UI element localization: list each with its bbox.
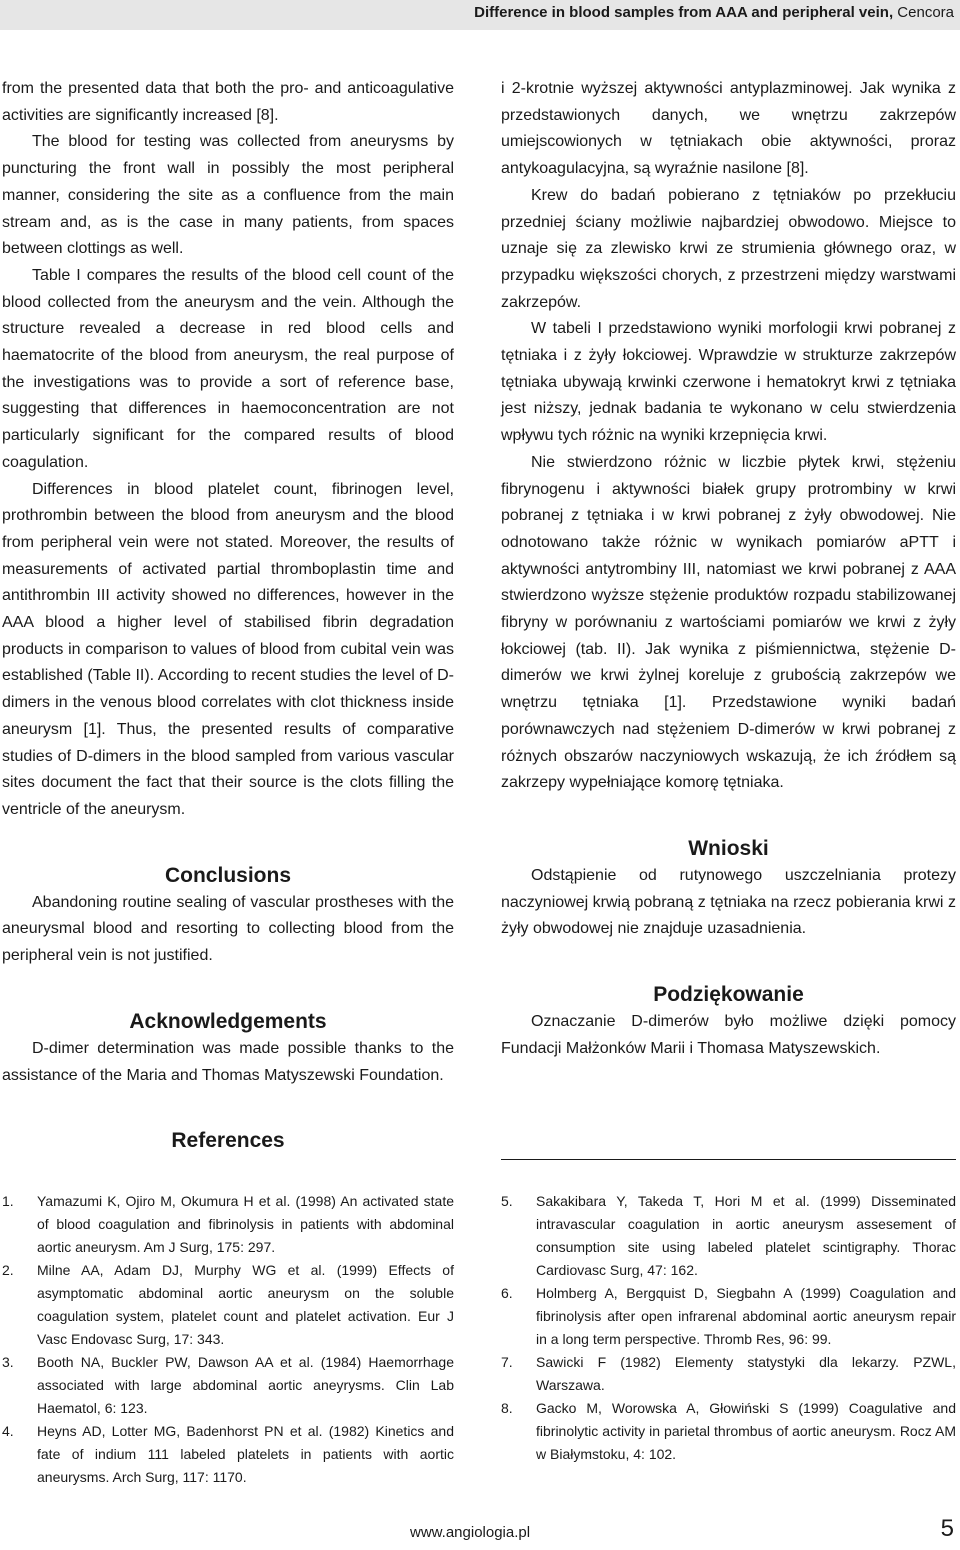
acknowledgements-text: D-dimer determination was made possible thanks to the assistance of the Maria and Thomas Matyszewski Foundation. xyxy=(2,1039,454,1084)
wnioski-heading: Wnioski xyxy=(688,836,769,860)
reference-number: 4. xyxy=(2,1423,14,1439)
reference-item xyxy=(2,1190,454,1259)
en-paragraph-4: Differences in blood platelet count, fibrinogen level, prothrombin between the blood from aneurysm and the blood from peripheral vein were not stated. Moreover, the results of measurements of activated partial thromboplastin time and antithrombin III activity showed no differences, however in the AAA blood a higher level of stabilised fibrin degradation products in comparison to values of blood from cubital vein was established (Table II). According to recent studies the level of D-dimers in the venous blood correlates with clot thickness inside aneurysm [1]. Thus, the presented results of comparative studies of D-dimers in the blood sampled from various vascular sites document the fact that their source is the clots filling the ventricle of the aneurysm. xyxy=(2,480,454,818)
running-header-text xyxy=(474,4,954,21)
en-paragraph-1: from the presented data that both the pro- and anticoagulative activities are significantly increased [8]. xyxy=(2,80,454,124)
reference-number: 5. xyxy=(501,1193,513,1209)
reference-text: Milne AA, Adam DJ, Murphy WG et al. (1999) Effects of asymptomatic abdominal aortic aneurysm on the soluble coagulation system, platelet count and platelet activation. Eur J Vasc Endovasc Surg, 17: 343. xyxy=(37,1262,454,1347)
reference-item xyxy=(501,1282,956,1351)
reference-text: Sawicki F (1982) Elementy statystyki dla lekarzy. PZWL, Warszawa. xyxy=(536,1354,956,1393)
references-divider xyxy=(501,1159,956,1160)
reference-text: Sakakibara Y, Takeda T, Hori M et al. (1999) Disseminated intravascular coagulation in aortic aneurysm assesement of consumption site using labeled platelet scintigraphy. Thorac Cardiovasc Surg, 47: 162. xyxy=(536,1193,956,1278)
reference-item xyxy=(2,1259,454,1351)
acknowledgements-heading: Acknowledgements xyxy=(129,1009,327,1033)
english-column xyxy=(2,76,454,1155)
wnioski-text: Odstąpienie od rutynowego uszczelniania protezy naczyniowej krwią pobraną z tętniaka na rzecz pobierania krwi z żyły obwodowej nie znajduje uzasadnienia. xyxy=(501,866,956,938)
header-author: Cencora xyxy=(897,4,954,21)
reference-text: Yamazumi K, Ojiro M, Okumura H et al. (1998) An activated state of blood coagulation and fibrinolysis in patients with abdominal aortic aneurysm. Am J Surg, 175: 297. xyxy=(37,1193,454,1255)
journal-url[interactable]: www.angiologia.pl xyxy=(410,1524,531,1541)
running-header xyxy=(0,0,960,30)
references-list-right xyxy=(501,1190,956,1466)
reference-item xyxy=(2,1351,454,1420)
podziekowanie-text: Oznaczanie D-dimerów było możliwe dzięki pomocy Fundacji Małżonków Marii i Thomasa Matyszewskich. xyxy=(501,1013,956,1057)
podziekowanie-heading: Podziękowanie xyxy=(653,983,804,1007)
reference-text: Holmberg A, Bergquist D, Siegbahn A (1999) Coagulation and fibrinolysis after open infrarenal abdominal aortic aneurysm repair in a long term perspective. Thromb Res, 96: 99. xyxy=(536,1285,956,1347)
reference-number: 3. xyxy=(2,1354,14,1370)
reference-text: Heyns AD, Lotter MG, Badenhorst PN et al. (1982) Kinetics and fate of indium 111 labeled platelets in patients with aortic aneurysms. Arch Surg, 117: 1170. xyxy=(37,1423,454,1485)
reference-number: 8. xyxy=(501,1400,513,1416)
conclusions-heading: Conclusions xyxy=(164,863,291,887)
pl-paragraph-2: Krew do badań pobierano z tętniaków po przekłuciu przedniej ściany możliwie najbardziej obwodowo. Miejsce to uznaje się za zlewisko krwi ze strumienia głównego oraz, w przypadku większości chorych, z przestrzeni między warstwami zakrzepów. xyxy=(501,186,956,311)
references-heading: References xyxy=(171,1129,285,1153)
references-list-left xyxy=(2,1190,454,1489)
page-number: 5 xyxy=(940,1515,954,1542)
reference-item xyxy=(501,1397,956,1466)
reference-number: 1. xyxy=(2,1193,14,1209)
reference-item xyxy=(501,1351,956,1397)
pl-paragraph-1: i 2-krotnie wyższej aktywności antyplazminowej. Jak wynika z przedstawionych danych, we wnętrzu zakrzepów umiejscowionych w tętniakach obie aktywności, proraz antykoagulacyjna, są wyraźnie nasilone [8]. xyxy=(501,80,956,178)
conclusions-text: Abandoning routine sealing of vascular prostheses with the aneurysmal blood and resorting to collecting blood from the peripheral vein is not justified. xyxy=(2,893,454,965)
header-title: Difference in blood samples from AAA and peripheral vein, xyxy=(474,4,894,21)
reference-number: 2. xyxy=(2,1262,14,1278)
reference-item xyxy=(501,1190,956,1282)
en-paragraph-2: The blood for testing was collected from aneurysms by puncturing the front wall in possibly the most peripheral manner, considering the site as a confluence from the main stream and, as is the case in many patients, from spaces between clottings as well. xyxy=(2,133,454,258)
pl-paragraph-4: Nie stwierdzono różnic w liczbie płytek krwi, stężeniu fibrynogenu i aktywności białek grupy protrombiny w krwi pobranej z tętniaka i w krwi pobranej z żyły obwodowej. Nie odnotowano także różnic w wynikach pomiarów aPTT i aktywności antytrombiny III, natomiast we krwi pobranej z AAA stwierdzono wyższe stężenie produktów rozpadu stabilizowanej fibryny w porównaniu z wartościami pomiarów we krwi z żyły łokciowej (tab. II). Jak wynika z piśmiennictwa, stężenie D-dimerów we krwi żylnej koreluje z grubością zakrzepów we wnętrzu tętniaka [1]. Przedstawione wyniki badań porównawczych nad stężeniem D-dimerów w krwi pobranej z różnych obszarów naczyniowych wskazują, że ich źródłem są zakrzepy wypełniające komorę tętniaka. xyxy=(501,453,956,792)
reference-number: 7. xyxy=(501,1354,513,1370)
reference-number: 6. xyxy=(501,1285,513,1301)
polish-column xyxy=(501,76,956,1063)
reference-item xyxy=(2,1420,454,1489)
en-paragraph-3: Table I compares the results of the blood cell count of the blood collected from the aneurysm and the vein. Although the structure revealed a decrease in red blood cells and haematocrite of the blood from aneurysm, the real purpose of the investigations was to provide a sort of reference base, suggesting that differences in haemoconcentration are not particularly significant for the compared results of blood coagulation. xyxy=(2,266,454,471)
reference-text: Gacko M, Worowska A, Głowiński S (1999) Coagulative and fibrinolytic activity in parietal thrombus of aortic aneurysm. Rocz AM w Białymstoku, 4: 102. xyxy=(536,1400,956,1462)
reference-text: Booth NA, Buckler PW, Dawson AA et al. (1984) Haemorrhage associated with large abdominal aortic aneyrysms. Clin Lab Haematol, 6: 123. xyxy=(37,1354,454,1416)
pl-paragraph-3: W tabeli I przedstawiono wyniki morfologii krwi pobranej z tętniaka i z żyły łokciowej. Wprawdzie w strukturze zakrzepów tętniaka ubywają krwinki czerwone i hematokryt krwi z tętniaka jest niższy, jednak badania te wykonano w celu stwierdzenia wpływu tych różnic na wyniki krzepnięcia krwi. xyxy=(501,320,956,445)
